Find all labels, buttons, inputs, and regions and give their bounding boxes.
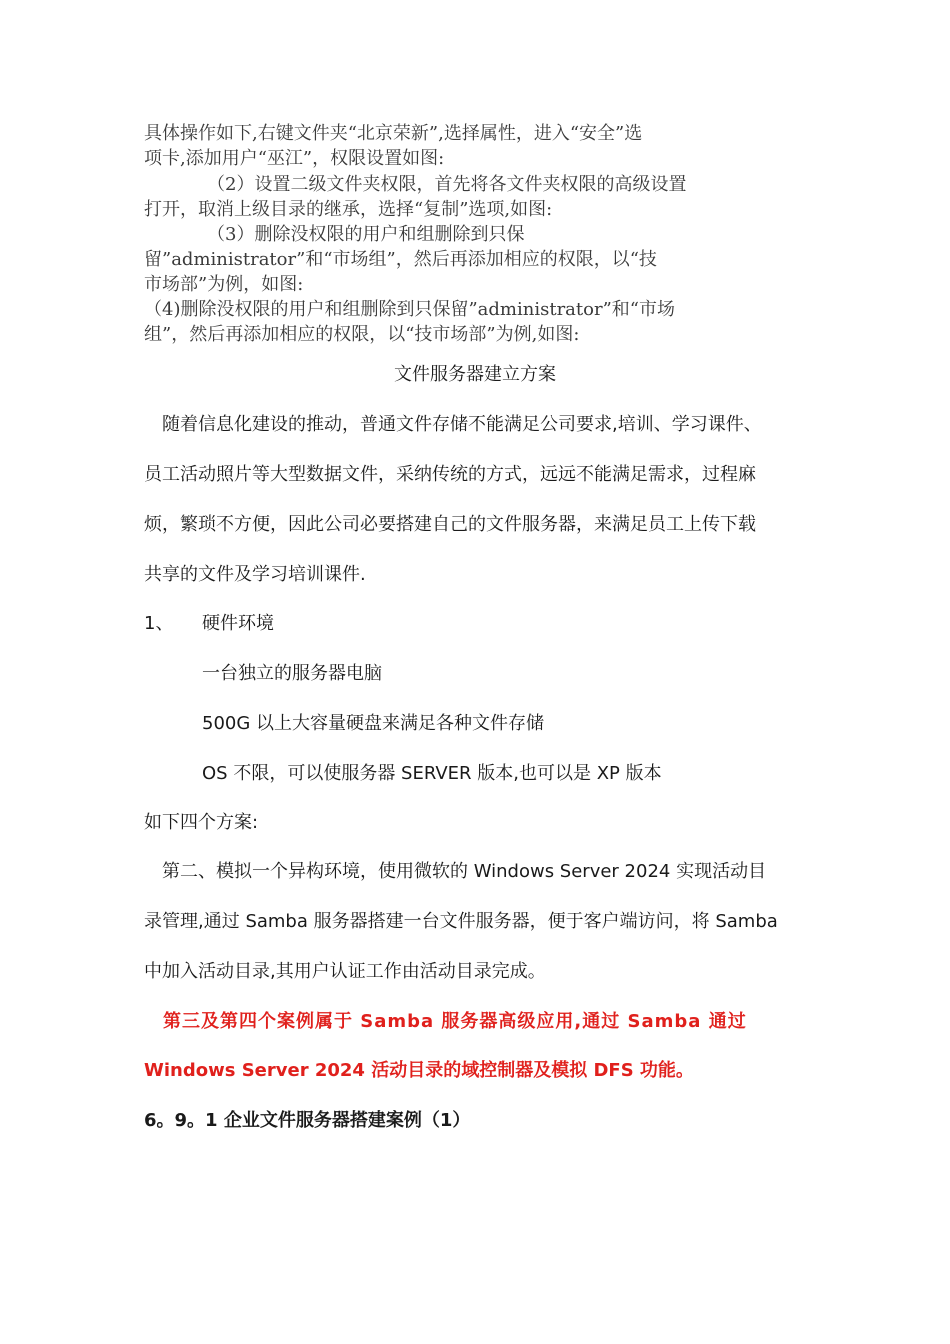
intro-line-2: 员工活动照片等大型数据文件，采纳传统的方式，远远不能满足需求，过程麻 bbox=[144, 464, 756, 485]
plans-intro: 如下四个方案: bbox=[144, 812, 259, 833]
section-number: 1、 bbox=[144, 613, 174, 634]
section-item-2: 500G 以上大容量硬盘来满足各种文件存储 bbox=[202, 713, 545, 734]
serif-line-1: 具体操作如下,右键文件夹“北京荣新”,选择属性，进入“安全”选 bbox=[144, 123, 643, 144]
serif-line-8: （4)删除没权限的用户和组删除到只保留”administrator”和“市场 bbox=[144, 299, 675, 320]
serif-line-7: 市场部”为例，如图: bbox=[144, 274, 304, 295]
serif-line-5: （3）删除没权限的用户和组删除到只保 bbox=[144, 224, 525, 245]
section-heading: 硬件环境 bbox=[202, 613, 274, 634]
section-item-3: OS 不限，可以使服务器 SERVER 版本,也可以是 XP 版本 bbox=[202, 763, 662, 784]
serif-line-3: （2）设置二级文件夹权限，首先将各文件夹权限的高级设置 bbox=[144, 174, 687, 195]
section-item-1: 一台独立的服务器电脑 bbox=[202, 663, 382, 684]
serif-line-6: 留”administrator”和“市场组”，然后再添加相应的权限，以“技 bbox=[144, 249, 657, 270]
case-heading: 6。9。1 企业文件服务器搭建案例（1） bbox=[144, 1110, 471, 1131]
intro-line-4: 共享的文件及学习培训课件. bbox=[144, 564, 366, 585]
serif-line-9: 组”，然后再添加相应的权限，以“技市场部”为例,如图: bbox=[144, 324, 580, 345]
highlight-line-1: 第三及第四个案例属于 Samba 服务器高级应用,通过 Samba 通过 bbox=[144, 1011, 747, 1032]
highlight-line-2: Windows Server 2024 活动目录的域控制器及模拟 DFS 功能。 bbox=[144, 1060, 694, 1081]
serif-line-4: 打开，取消上级目录的继承，选择“复制”选项,如图: bbox=[144, 199, 553, 220]
serif-line-2: 项卡,添加用户“巫江”，权限设置如图: bbox=[144, 148, 445, 169]
plan2-line-1: 第二、模拟一个异构环境，使用微软的 Windows Server 2024 实现活动目 bbox=[144, 861, 767, 882]
intro-line-3: 烦，繁琐不方便，因此公司必要搭建自己的文件服务器，来满足员工上传下载 bbox=[144, 514, 756, 535]
plan2-line-2: 录管理,通过 Samba 服务器搭建一台文件服务器，便于客户端访问，将 Samba bbox=[144, 911, 778, 932]
document-title: 文件服务器建立方案 bbox=[394, 364, 556, 385]
plan2-line-3: 中加入活动目录,其用户认证工作由活动目录完成。 bbox=[144, 961, 546, 982]
intro-line-1: 随着信息化建设的推动，普通文件存储不能满足公司要求,培训、学习课件、 bbox=[144, 414, 762, 435]
